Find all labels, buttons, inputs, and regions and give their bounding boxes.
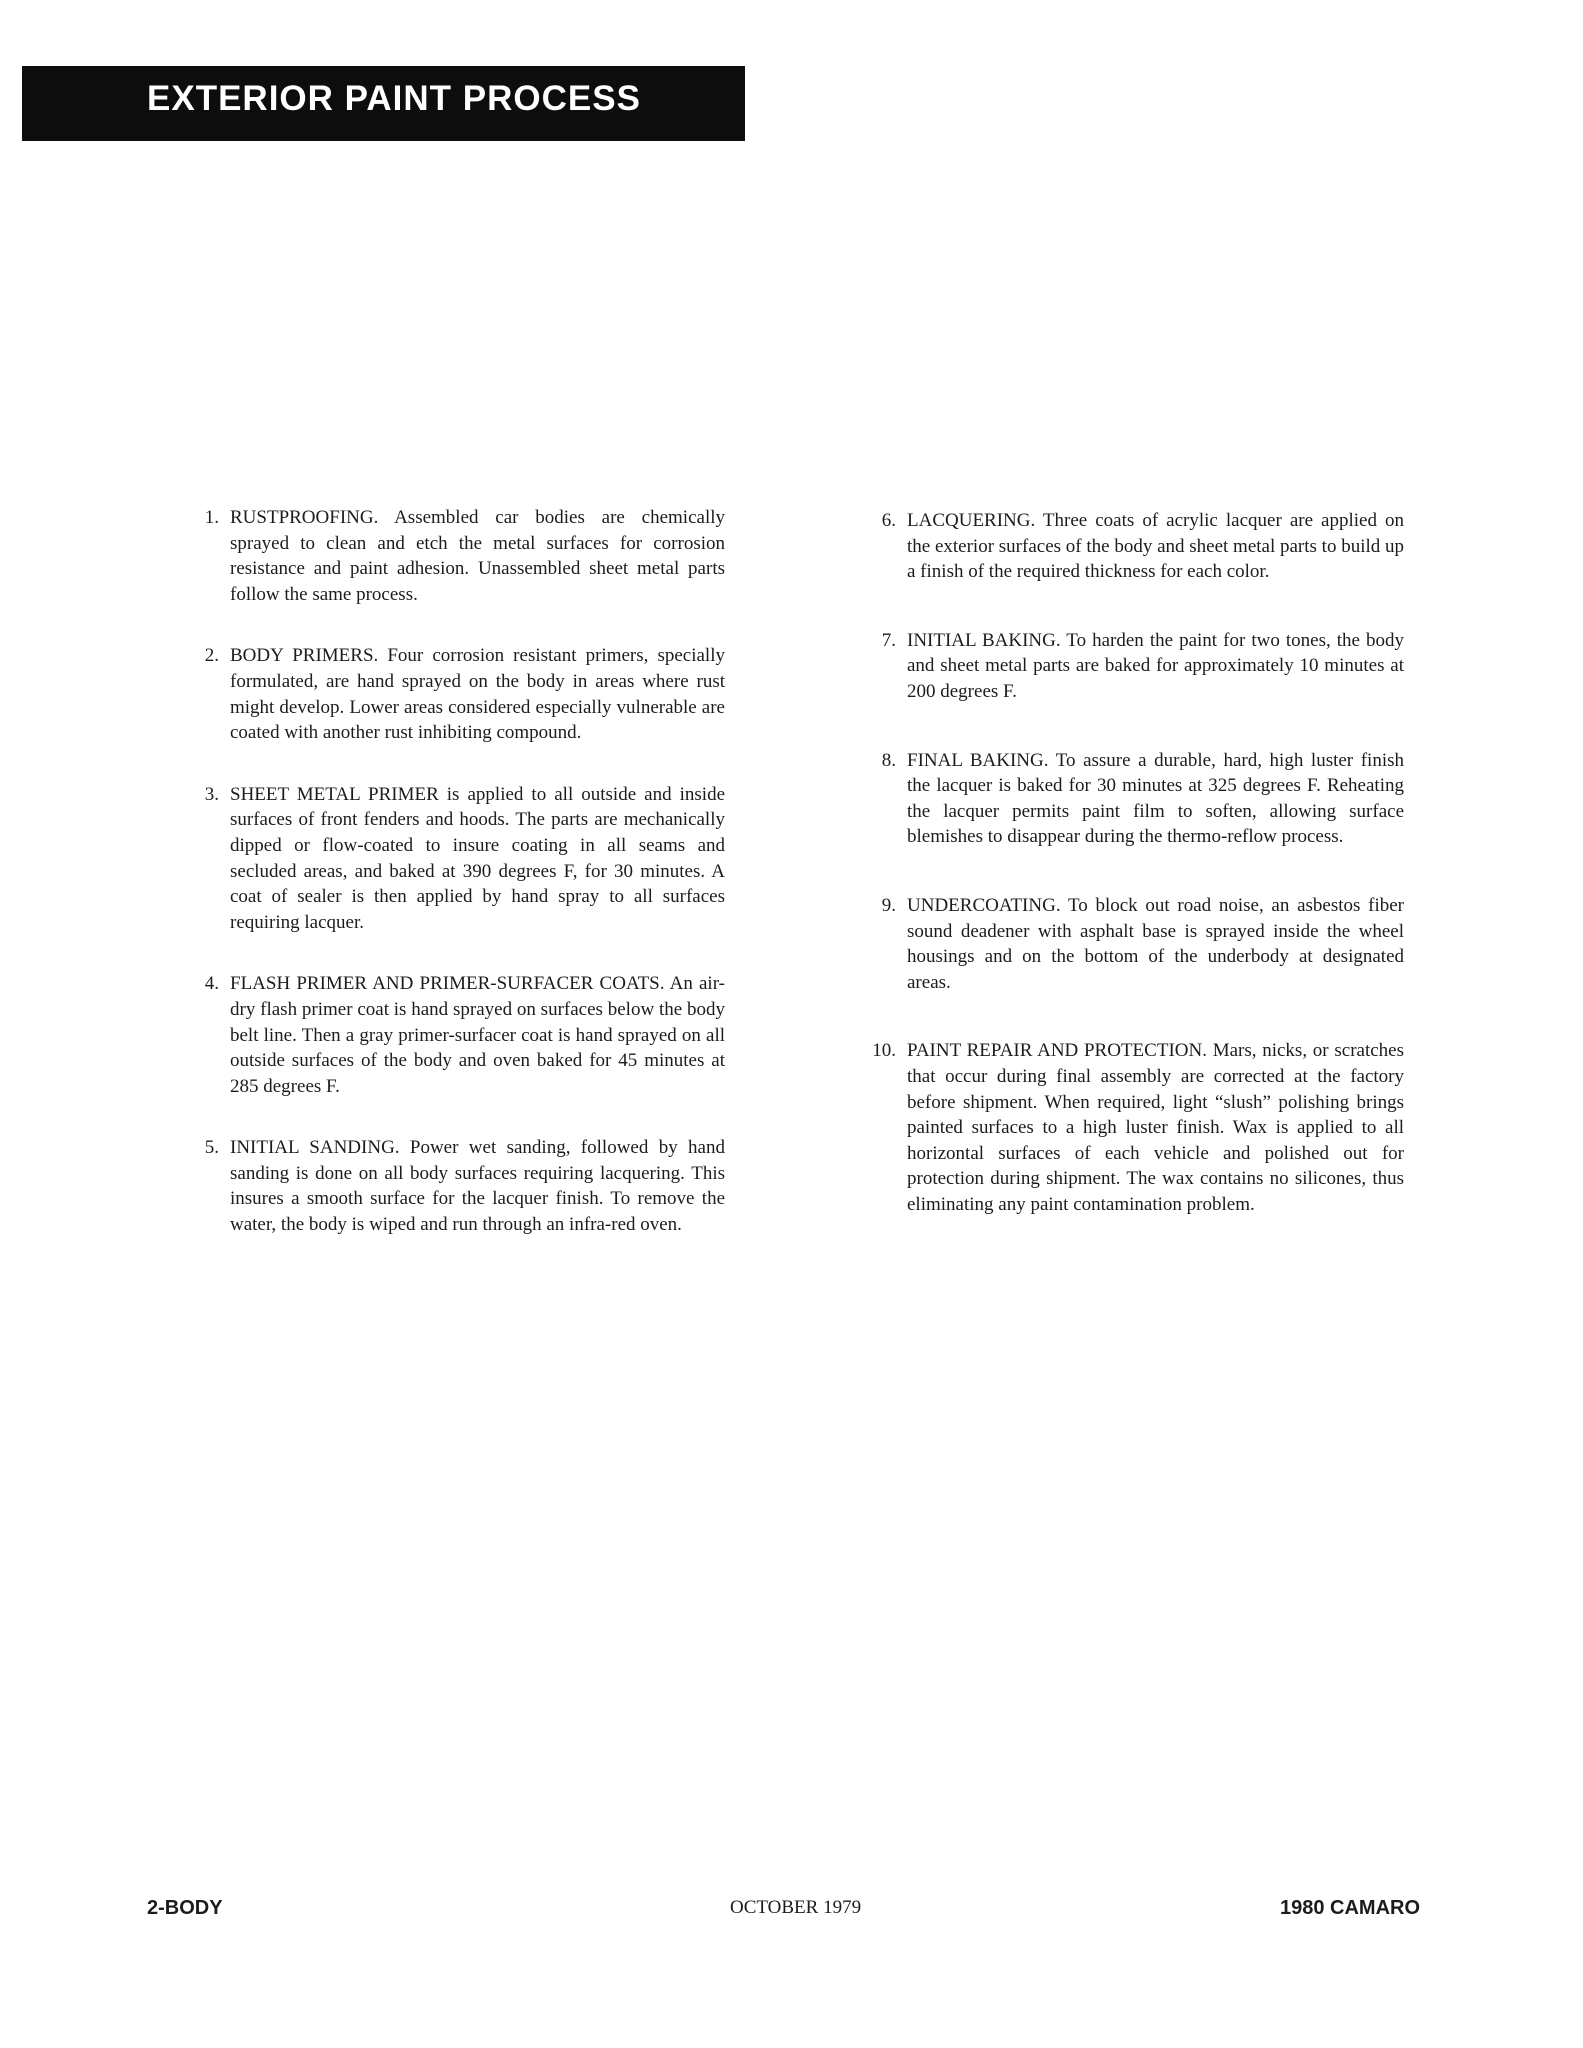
list-item — [862, 893, 1404, 995]
item-number: 8. — [881, 749, 896, 771]
item-number: 6. — [881, 510, 896, 531]
item-number: 5. — [204, 1137, 219, 1159]
item-number: 7. — [881, 629, 896, 651]
item-number: 1. — [204, 507, 219, 528]
list-item — [185, 643, 725, 745]
page-title: EXTERIOR PAINT PROCESS — [147, 79, 641, 118]
footer-date: OCTOBER 1979 — [730, 1897, 862, 1918]
item-text: INITIAL BAKING. To harden the paint for two tones, the body and sheet metal parts are baked for approximately 10 minutes at 200 degrees F. — [907, 629, 1404, 702]
item-number: 2. — [204, 645, 219, 667]
item-text: PAINT REPAIR AND PROTECTION. Mars, nicks, or scratches that occur during final assembly are corrected at the factory before shipment. When required, light “slush” polishing brings painted surfaces to a high luster finish. Wax is applied to all horizontal surfaces of each vehicle and polished out for protection during shipment. The wax contains no silicones, thus eliminating any paint contamination problem. — [907, 1040, 1404, 1215]
right-column — [862, 508, 1404, 1217]
item-text: BODY PRIMERS. Four corrosion resistant primers, specially formulated, are hand sprayed on the body in areas where rust might develop. Lower areas considered especially vulnerable are coated with another rust inhibiting compound. — [230, 645, 725, 744]
item-number: 10. — [872, 1040, 896, 1062]
footer-model: 1980 CAMARO — [1280, 1897, 1421, 1919]
list-item — [862, 508, 1404, 585]
header-bar — [22, 66, 745, 141]
item-text: FINAL BAKING. To assure a durable, hard, high luster finish the lacquer is baked for 30 minutes at 325 degrees F. Reheating the lacquer permits paint film to soften, allowing surface blemishes to disappear during the thermo-reflow process. — [907, 749, 1404, 848]
list-item — [185, 971, 725, 1099]
list-item — [185, 782, 725, 936]
item-text: UNDERCOATING. To block out road noise, an asbestos fiber sound deadener with asphalt base is sprayed inside the wheel housings and on the bottom of the underbody at designated areas. — [907, 894, 1404, 993]
list-item — [862, 1038, 1404, 1217]
item-number: 3. — [204, 783, 219, 805]
item-text: FLASH PRIMER AND PRIMER-SURFACER COATS. An air-dry flash primer coat is hand sprayed on surfaces below the body belt line. Then a gray primer-surfacer coat is hand sprayed on all outside surfaces of the body and oven baked for 45 minutes at 285 degrees F. — [230, 973, 725, 1097]
item-number: 9. — [881, 894, 896, 916]
item-text: LACQUERING. Three coats of acrylic lacquer are applied on the exterior surfaces of the body and sheet metal parts to build up a finish of the required thickness for each color. — [907, 510, 1405, 583]
item-text: SHEET METAL PRIMER is applied to all outside and inside surfaces of front fenders and hoods. The parts are mechanically dipped or flow-coated to insure coating in all seams and secluded areas, and baked at 390 degrees F, for 30 minutes. A coat of sealer is then applied by hand spray to all surfaces requiring lacquer. — [230, 783, 725, 933]
list-item — [862, 628, 1404, 705]
list-item — [862, 748, 1404, 850]
item-text: RUSTPROOFING. Assembled car bodies are chemically sprayed to clean and etch the metal surfaces for corrosion resistance and paint adhesion. Unassembled sheet metal parts follow the same process. — [230, 507, 725, 605]
left-column — [185, 505, 725, 1238]
list-item — [185, 1135, 725, 1237]
footer-section: 2-BODY — [147, 1897, 223, 1919]
item-number: 4. — [204, 973, 219, 995]
list-item — [185, 505, 725, 607]
item-text: INITIAL SANDING. Power wet sanding, followed by hand sanding is done on all body surfaces requiring lacquering. This insures a smooth surface for the lacquer finish. To remove the water, the body is wiped and run through an infra-red oven. — [230, 1137, 725, 1236]
